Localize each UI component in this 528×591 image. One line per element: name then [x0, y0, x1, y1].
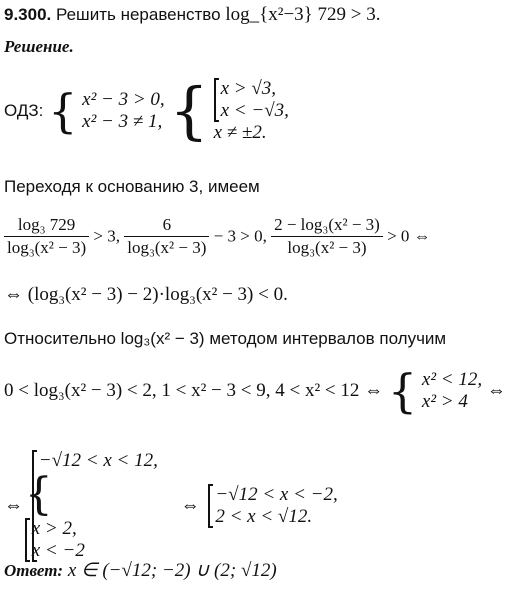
fraction-3-numerator: 2 − log₃(x² − 3) [271, 214, 383, 237]
odz-condition-1: x² − 3 > 0, [82, 89, 165, 110]
odz-condition-2: x² − 3 ≠ 1, [82, 111, 163, 132]
interval-text: Относительно log₃(x² − 3) методом интервалов получим [4, 329, 447, 348]
step-4-result-2: 2 < x < √12. [215, 506, 313, 527]
step-4 [4, 450, 338, 561]
step-1-mid-1: > 3, [93, 226, 120, 246]
odz-label: ОДЗ: [4, 101, 44, 120]
odz-system [82, 89, 165, 133]
fraction-2 [124, 214, 209, 259]
step-3-chain: 0 < log₃(x² − 3) < 2, 1 < x² − 3 < 9, 4 < x² < 12 ⇔ [4, 380, 384, 401]
step-4-inner-2: x < −2 [31, 540, 85, 561]
step-3-system [422, 369, 482, 413]
result-brace-icon: { [169, 74, 209, 147]
system-brace-icon: { [24, 469, 53, 520]
answer-label: Ответ: [4, 561, 64, 580]
step-3-condition-2: x² > 4 [421, 391, 468, 412]
step-4-outer-bracket [24, 450, 158, 562]
fraction-3-denominator: log₃(x² − 3) [287, 238, 367, 257]
problem-number: 9.300. [4, 5, 52, 24]
fraction-1-denominator: log₃(x² − 3) [7, 238, 87, 257]
step-4-result-bracket [208, 484, 337, 528]
odz-result-3: x ≠ ±2. [213, 122, 267, 143]
answer-value: x ∈ (−√12; −2) ∪ (2; √12) [67, 560, 277, 581]
step-3 [4, 364, 506, 438]
step-4-result-1: −√12 < x < −2, [215, 484, 338, 505]
odz-union-bracket [214, 78, 289, 122]
step-3-condition-1: x² < 12, [421, 369, 483, 390]
problem-expression: log_{x²−3} 729 > 3. [225, 4, 381, 25]
step-1-mid-2: − 3 > 0, [213, 226, 267, 246]
fraction-1 [4, 214, 89, 259]
step-2: ⇔ (log₃(x² − 3) − 2)·log₃(x² − 3) < 0. [4, 284, 288, 305]
problem-header [4, 4, 381, 26]
step-1 [4, 214, 431, 270]
odz-result-1: x > √3, [220, 78, 277, 99]
step-1-tail: > 0 ⇔ [387, 226, 431, 246]
fraction-2-numerator: 6 [124, 214, 209, 237]
step-4-inner-system [24, 469, 158, 562]
system-brace-icon: { [48, 84, 78, 138]
answer-line [4, 560, 277, 582]
step-4-inner-1: x > 2, [31, 518, 77, 539]
step-4-outer-union [24, 450, 158, 562]
transition-text: Переходя к основанию 3, имеем [4, 177, 260, 196]
solution-label: Решение. [4, 37, 74, 56]
odz-block [4, 74, 289, 168]
step-4-inner-bracket [25, 518, 158, 562]
fraction-1-numerator: log₃ 729 [4, 214, 89, 237]
step-4-outer-first: −√12 < x < 12, [38, 450, 158, 471]
system-brace-icon: { [387, 364, 418, 418]
problem-statement: Решить неравенство [56, 5, 221, 24]
step-4-lead: ⇔ [4, 495, 23, 516]
step-4-mid: ⇔ [180, 495, 200, 516]
fraction-3 [271, 214, 383, 259]
step-3-tail: ⇔ [486, 380, 506, 401]
odz-result-2: x < −√3, [220, 100, 289, 121]
odz-result [214, 78, 289, 144]
fraction-2-denominator: log₃(x² − 3) [127, 238, 207, 257]
